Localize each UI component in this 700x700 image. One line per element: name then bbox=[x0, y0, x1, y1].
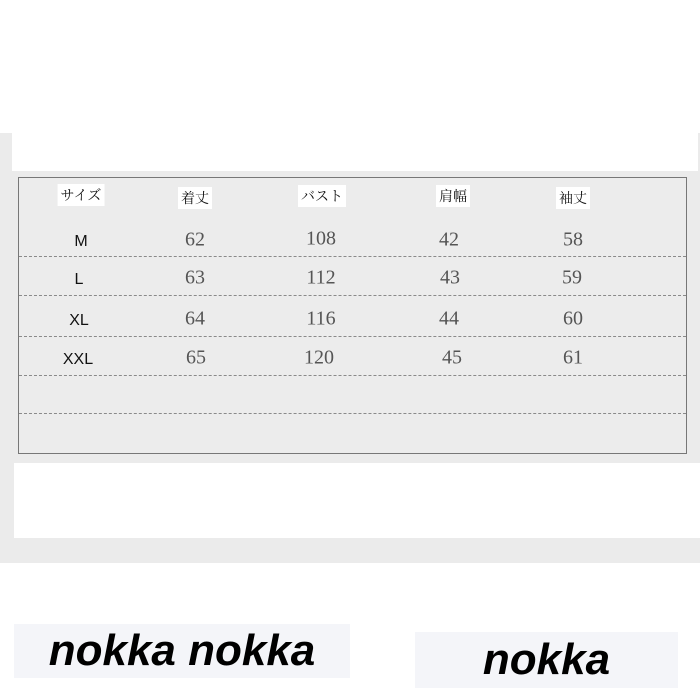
row-size-label: L bbox=[74, 271, 84, 288]
row-shoulder-value: 42 bbox=[439, 228, 459, 251]
row-bust-value: 120 bbox=[304, 346, 334, 369]
header-shoulder: 肩幅 bbox=[436, 185, 470, 207]
row-length-value: 62 bbox=[185, 228, 205, 251]
row-divider bbox=[19, 336, 686, 337]
row-divider bbox=[19, 413, 686, 414]
row-length-value: 64 bbox=[185, 307, 205, 330]
header-bust: バスト bbox=[298, 185, 346, 207]
header-size: サイズ bbox=[58, 184, 105, 206]
row-size-label: XL bbox=[69, 312, 89, 329]
row-size-label: M bbox=[74, 233, 88, 250]
top-white-band bbox=[12, 133, 698, 171]
row-shoulder-value: 45 bbox=[442, 346, 462, 369]
row-divider bbox=[19, 295, 686, 296]
header-length: 着丈 bbox=[178, 187, 212, 209]
row-length-value: 63 bbox=[185, 266, 205, 289]
row-sleeve-value: 59 bbox=[562, 266, 582, 289]
size-chart-table bbox=[18, 177, 687, 454]
row-divider bbox=[19, 375, 686, 376]
row-shoulder-value: 43 bbox=[440, 266, 460, 289]
row-sleeve-value: 58 bbox=[563, 228, 583, 251]
header-sleeve: 袖丈 bbox=[556, 187, 590, 209]
row-shoulder-value: 44 bbox=[439, 307, 459, 330]
watermark-right: nokka bbox=[415, 632, 678, 688]
row-size-label: XXL bbox=[62, 351, 94, 368]
row-divider bbox=[19, 256, 686, 257]
bottom-white-band bbox=[14, 463, 700, 538]
row-length-value: 65 bbox=[186, 346, 206, 369]
row-bust-value: 112 bbox=[306, 266, 336, 289]
row-bust-value: 116 bbox=[306, 307, 336, 330]
watermark-left: nokka nokka bbox=[14, 624, 350, 678]
row-sleeve-value: 60 bbox=[563, 307, 583, 330]
row-bust-value: 108 bbox=[306, 227, 336, 250]
row-sleeve-value: 61 bbox=[563, 346, 583, 369]
